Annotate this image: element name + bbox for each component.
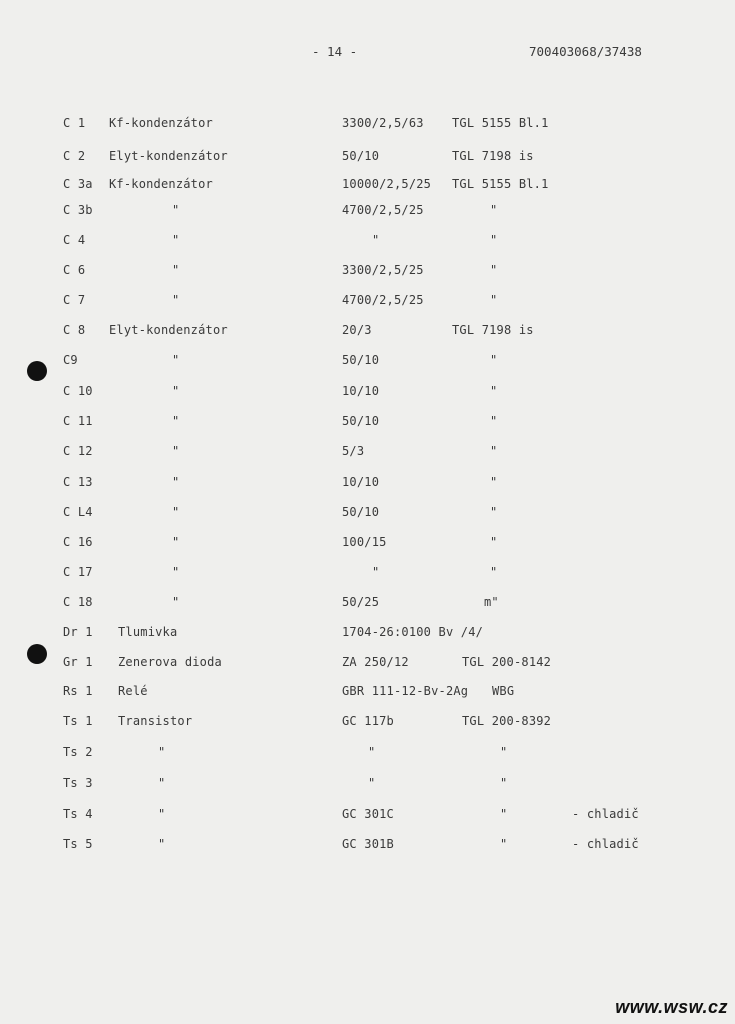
part-name: " xyxy=(172,263,180,277)
part-row xyxy=(0,203,735,223)
part-value: 4700/2,5/25 xyxy=(342,203,424,217)
part-name: " xyxy=(172,414,180,428)
part-standard: TGL 200-8142 xyxy=(462,655,552,669)
part-value: 10/10 xyxy=(342,384,380,398)
part-value: ZA 250/12 xyxy=(342,655,409,669)
part-name: " xyxy=(158,837,166,851)
part-ref: Ts 3 xyxy=(63,776,93,790)
part-value: 10/10 xyxy=(342,475,380,489)
part-value: " xyxy=(368,745,376,759)
part-name: " xyxy=(158,745,166,759)
part-ref: C 18 xyxy=(63,595,93,609)
part-row xyxy=(0,565,735,585)
part-name: " xyxy=(172,505,180,519)
part-name: " xyxy=(172,293,180,307)
part-standard: " xyxy=(490,353,498,367)
part-row xyxy=(0,233,735,253)
part-row xyxy=(0,293,735,313)
part-name: " xyxy=(172,444,180,458)
part-ref: Ts 5 xyxy=(63,837,93,851)
part-value: " xyxy=(368,776,376,790)
part-standard: m" xyxy=(484,595,499,609)
part-value: GC 117b xyxy=(342,714,394,728)
part-ref: C 3a xyxy=(63,177,93,191)
part-ref: Ts 1 xyxy=(63,714,93,728)
part-standard: " xyxy=(490,293,498,307)
part-name: " xyxy=(172,565,180,579)
part-ref: C 7 xyxy=(63,293,86,307)
part-name: Elyt-kondenzátor xyxy=(109,149,228,163)
part-standard: TGL 5155 Bl.1 xyxy=(452,177,549,191)
part-standard: " xyxy=(500,807,508,821)
part-standard: " xyxy=(490,475,498,489)
part-name: " xyxy=(158,807,166,821)
part-standard: TGL 7198 is xyxy=(452,323,534,337)
part-value: 1704-26:0100 Bv /4/ xyxy=(342,625,484,639)
part-value: 10000/2,5/25 xyxy=(342,177,432,191)
part-ref: C 1 xyxy=(63,116,86,130)
part-row xyxy=(0,807,735,827)
part-ref: C 4 xyxy=(63,233,86,247)
part-row xyxy=(0,535,735,555)
part-row xyxy=(0,263,735,283)
part-standard: " xyxy=(490,384,498,398)
part-ref: C 17 xyxy=(63,565,93,579)
part-name: " xyxy=(172,353,180,367)
part-ref: C 12 xyxy=(63,444,93,458)
part-row xyxy=(0,116,735,136)
part-ref: C 3b xyxy=(63,203,93,217)
part-row xyxy=(0,684,735,704)
part-name: Kf-kondenzátor xyxy=(109,177,213,191)
part-value: 4700/2,5/25 xyxy=(342,293,424,307)
part-row xyxy=(0,353,735,373)
page-number: - 14 - xyxy=(312,44,358,59)
part-standard: TGL 200-8392 xyxy=(462,714,552,728)
site-watermark: www.wsw.cz xyxy=(615,997,728,1017)
part-standard: " xyxy=(490,505,498,519)
part-ref: C 16 xyxy=(63,535,93,549)
part-name: Kf-kondenzátor xyxy=(109,116,213,130)
part-value: 50/10 xyxy=(342,353,380,367)
part-row xyxy=(0,595,735,615)
part-value: GC 301C xyxy=(342,807,394,821)
part-name: Relé xyxy=(118,684,148,698)
part-standard: " xyxy=(490,444,498,458)
part-note: - chladič xyxy=(572,837,639,851)
part-standard: " xyxy=(490,233,498,247)
part-ref: Ts 2 xyxy=(63,745,93,759)
part-name: " xyxy=(172,475,180,489)
part-row xyxy=(0,323,735,343)
part-name: " xyxy=(172,595,180,609)
part-ref: Dr 1 xyxy=(63,625,93,639)
part-ref: Ts 4 xyxy=(63,807,93,821)
part-ref: C L4 xyxy=(63,505,93,519)
part-value: 5/3 xyxy=(342,444,365,458)
part-row xyxy=(0,384,735,404)
part-name: " xyxy=(172,384,180,398)
part-note: - chladič xyxy=(572,807,639,821)
part-value: 3300/2,5/25 xyxy=(342,263,424,277)
part-value: 50/25 xyxy=(342,595,380,609)
part-standard: " xyxy=(490,203,498,217)
part-ref: C 13 xyxy=(63,475,93,489)
part-standard: " xyxy=(500,776,508,790)
part-row xyxy=(0,837,735,857)
part-row xyxy=(0,475,735,495)
part-ref: C 11 xyxy=(63,414,93,428)
part-name: " xyxy=(172,535,180,549)
part-value: 50/10 xyxy=(342,149,380,163)
part-ref: C 10 xyxy=(63,384,93,398)
part-name: Tlumivka xyxy=(118,625,178,639)
part-row xyxy=(0,655,735,675)
part-ref: C 8 xyxy=(63,323,86,337)
part-name: Zenerova dioda xyxy=(118,655,222,669)
part-standard: " xyxy=(500,837,508,851)
part-value: 3300/2,5/63 xyxy=(342,116,424,130)
part-row xyxy=(0,745,735,765)
part-name: Elyt-kondenzátor xyxy=(109,323,228,337)
part-row xyxy=(0,444,735,464)
part-row xyxy=(0,177,735,197)
part-standard: " xyxy=(490,414,498,428)
part-name: " xyxy=(172,203,180,217)
part-standard: " xyxy=(490,263,498,277)
part-value: " xyxy=(372,565,380,579)
part-ref: Gr 1 xyxy=(63,655,93,669)
part-row xyxy=(0,625,735,645)
part-row xyxy=(0,714,735,734)
part-value: 100/15 xyxy=(342,535,387,549)
part-value: 20/3 xyxy=(342,323,372,337)
part-standard: " xyxy=(490,565,498,579)
part-standard: TGL 7198 is xyxy=(452,149,534,163)
part-value: GBR 111-12-Bv-2Ag xyxy=(342,684,469,698)
part-standard: " xyxy=(500,745,508,759)
part-ref: C9 xyxy=(63,353,78,367)
part-standard: TGL 5155 Bl.1 xyxy=(452,116,549,130)
part-row xyxy=(0,149,735,169)
document-id: 700403068/37438 xyxy=(529,44,642,59)
part-value: 50/10 xyxy=(342,414,380,428)
part-value: " xyxy=(372,233,380,247)
part-row xyxy=(0,414,735,434)
part-ref: C 6 xyxy=(63,263,86,277)
part-value: 50/10 xyxy=(342,505,380,519)
part-value: GC 301B xyxy=(342,837,394,851)
part-name: " xyxy=(172,233,180,247)
part-row xyxy=(0,505,735,525)
part-ref: C 2 xyxy=(63,149,86,163)
part-ref: Rs 1 xyxy=(63,684,93,698)
part-row xyxy=(0,776,735,796)
part-standard: WBG xyxy=(492,684,515,698)
part-name: Transistor xyxy=(118,714,193,728)
part-standard: " xyxy=(490,535,498,549)
part-name: " xyxy=(158,776,166,790)
